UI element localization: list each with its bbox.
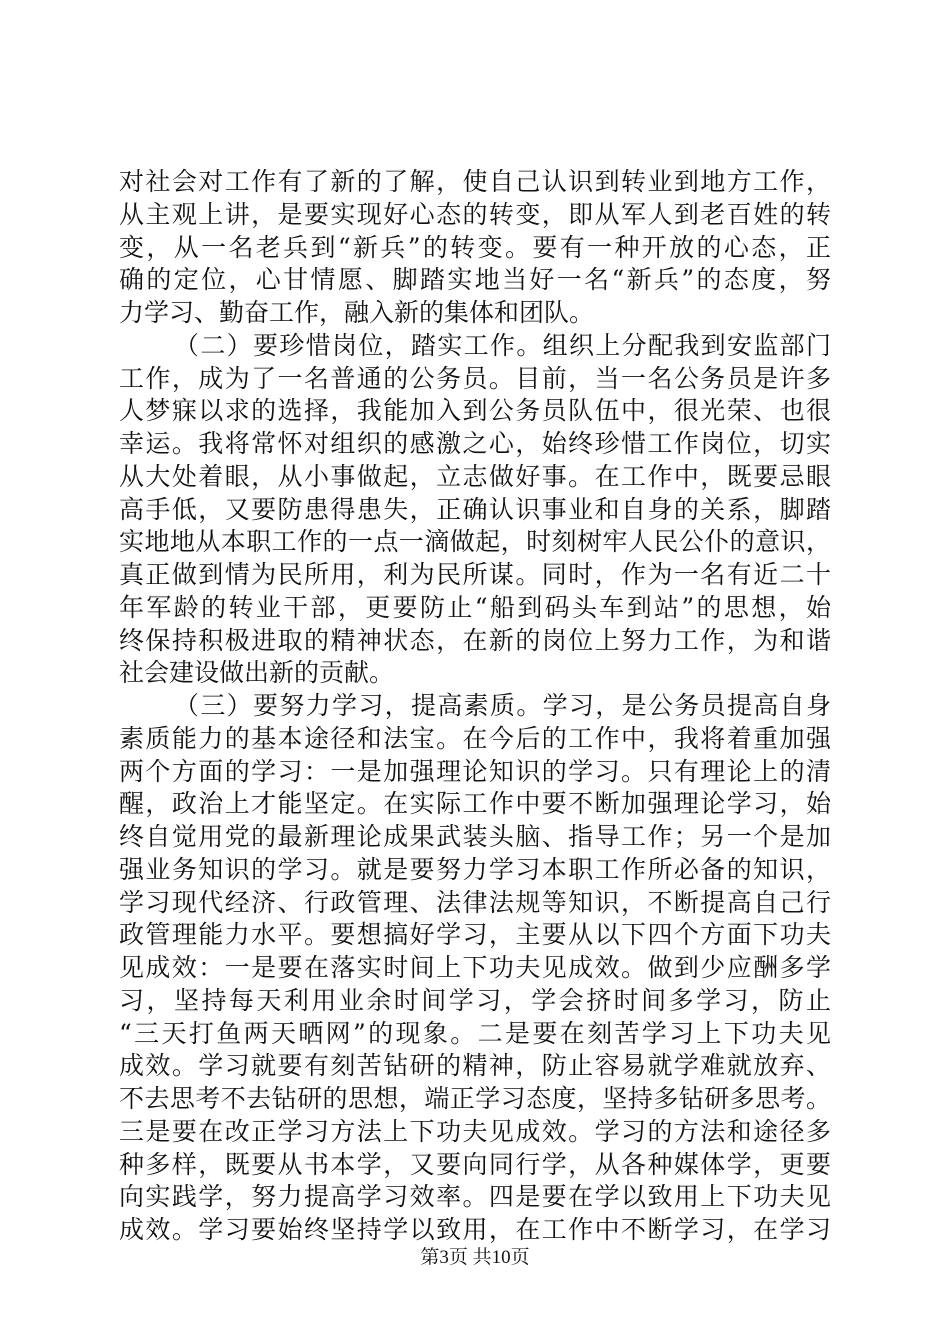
text-line: 确的定位，心甘情愿、脚踏实地当好一名“新兵”的态度，努 <box>119 265 831 295</box>
text-line: 工作，成为了一名普通的公务员。目前，当一名公务员是许多 <box>119 363 831 393</box>
text-line: 终自觉用党的最新理论成果武装头脑、指导工作；另一个是加 <box>119 822 831 851</box>
text-line: 年军龄的转业干部，更要防止“船到码头车到站”的思想，始 <box>119 592 831 622</box>
text-line: 从主观上讲，是要实现好心态的转变，即从军人到老百姓的转 <box>119 199 831 229</box>
text-line: 幸运。我将常怀对组织的感激之心，始终珍惜工作岗位，切实 <box>119 429 831 458</box>
text-line: 高手低，又要防患得患失，正确认识事业和自身的关系，脚踏 <box>119 494 831 524</box>
text-line: 政管理能力水平。要想搞好学习，主要从以下四个方面下功夫 <box>119 920 831 950</box>
text-line: 力学习、勤奋工作，融入新的集体和团队。 <box>119 298 595 327</box>
text-line: 三是要在改正学习方法上下功夫见成效。学习的方法和途径多 <box>119 1116 831 1146</box>
text-line: “三天打鱼两天晒网”的现象。二是要在刻苦学习上下功夫见 <box>119 1018 831 1048</box>
text-line: 强业务知识的学习。就是要努力学习本职工作所必备的知识， <box>119 854 831 884</box>
text-line: 对社会对工作有了新的了解，使自己认识到转业到地方工作， <box>119 167 831 196</box>
text-line: 见成效：一是要在落实时间上下功夫见成效。做到少应酬多学 <box>119 953 831 982</box>
text-line: 人梦寐以求的选择，我能加入到公务员队伍中，很光荣、也很 <box>119 396 831 426</box>
text-line: 实地地从本职工作的一点一滴做起，时刻树牢人民公仆的意识， <box>119 527 831 557</box>
text-line: 学习现代经济、行政管理、法律法规等知识，不断提高自己行 <box>119 887 831 917</box>
text-line: 从大处着眼，从小事做起，立志做好事。在工作中，既要忌眼 <box>119 461 831 491</box>
text-line: 向实践学，努力提高学习效率。四是要在学以致用上下功夫见 <box>119 1182 831 1212</box>
text-line: （三）要努力学习，提高素质。学习，是公务员提高自身 <box>174 691 831 720</box>
text-line: 素质能力的基本途径和法宝。在今后的工作中，我将着重加强 <box>119 723 831 753</box>
text-line: 醒，政治上才能坚定。在实际工作中要不断加强理论学习，始 <box>119 789 831 819</box>
text-line: （二）要珍惜岗位，踏实工作。组织上分配我到安监部门 <box>174 330 831 360</box>
text-line: 种多样，既要从书本学，又要向同行学，从各种媒体学，更要 <box>119 1149 831 1179</box>
text-line: 社会建设做出新的贡献。 <box>119 658 395 688</box>
text-line: 变，从一名老兵到“新兵”的转变。要有一种开放的心态，正 <box>119 232 831 262</box>
page-number-footer: 第3页 共10页 <box>420 1247 530 1268</box>
text-line: 成效。学习要始终坚持学以致用，在工作中不断学习，在学习 <box>119 1215 831 1244</box>
text-line: 真正做到情为民所用，利为民所谋。同时，作为一名有近二十 <box>119 560 831 589</box>
text-line: 习，坚持每天利用业余时间学习，学会挤时间多学习，防止 <box>119 985 831 1015</box>
text-line: 两个方面的学习：一是加强理论知识的学习。只有理论上的清 <box>119 756 831 786</box>
text-line: 终保持积极进取的精神状态，在新的岗位上努力工作，为和谐 <box>119 625 831 655</box>
document-body <box>119 166 831 1247</box>
text-line: 不去思考不去钻研的思想，端正学习态度，坚持多钻研多思考。 <box>119 1084 831 1113</box>
text-line: 成效。学习就要有刻苦钻研的精神，防止容易就学难就放弃、 <box>119 1051 831 1081</box>
